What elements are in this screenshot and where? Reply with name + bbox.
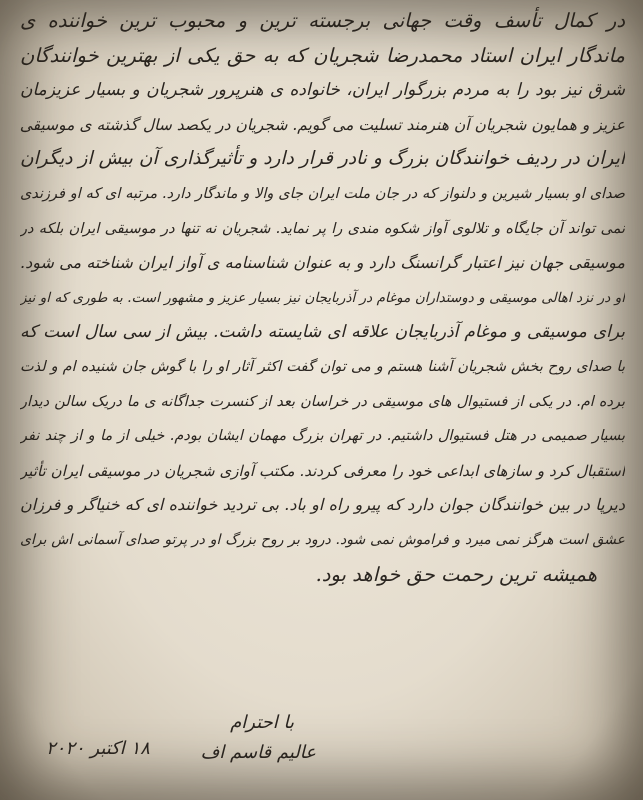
letter-line: او در نزد اهالی موسیقی و دوستداران موغام در آذربایجان نیز بسیار عزیز و مشهور است. به طوری که او نیز (20, 289, 625, 306)
letter-line: برده ام. در یکی از فستیوال های موسیقی در خراسان بعد از کنسرت جداگانه ی ما دریک سالن دیدار (20, 393, 625, 410)
letter-line: برای موسیقی و موغام آذربایجان علاقه ای شایسته داشت. بیش از سی سال است که (20, 322, 625, 343)
letter-line: موسیقی جهان نیز اعتبار گرانسنگ دارد و به عنوان شناسنامه ی آواز ایران شناخته می شود. (20, 253, 625, 273)
signature-closing: با احترام (230, 712, 294, 733)
letter-line: صدای او بسیار شیرین و دلنواز که در جان ملت ایران جای والا و ماندگار دارد. مرتبه ای که او فرزندی (20, 185, 625, 202)
letter-line: نمی تواند آن جایگاه و تلالوی آواز شکوه مندی را پر نماید. شجریان نه تنها در موسیقی ایران بلکه در (20, 220, 625, 237)
letter-line: شرق نیز بود را به مردم بزرگوار ایران، خانواده ی هنرپرور شجریان و بسیار عزیزمان (20, 80, 625, 101)
letter-line: ایران در ردیف خوانندگان بزرگ و نادر قرار دارد و تأثیرگذاری آن بیش از دیگران (20, 148, 625, 170)
letter-line: با صدای روح بخش شجریان آشنا هستم و می توان گفت اکثر آثار او را با گوش جان شنیده ام و لذت (20, 358, 625, 375)
letter-line: بسیار صمیمی در هتل فستیوال داشتیم. در تهران بزرگ مهمان ایشان بودم. خیلی از ما و از چند نفر (20, 428, 625, 445)
letter-line: دیرپا در بین خوانندگان جوان دارد که پیرو راه او باد. بی تردید خواننده ای که خنیاگر و فرزان (20, 495, 625, 515)
letter-body (20, 4, 625, 694)
letter-line: در کمال تأسف وقت جهانی برجسته ترین و محبوب ترین خواننده ی (20, 9, 625, 32)
signature-name: عالیم قاسم اف (200, 742, 316, 763)
signature-date: ۱۸ اکتبر ۲۰۲۰ (46, 738, 150, 759)
letter-line: ماندگار ایران استاد محمدرضا شجریان که به حق یکی از بهترین خوانندگان (20, 43, 625, 67)
signature-block (46, 712, 316, 792)
letter-line: عزیز و همایون شجریان آن هنرمند تسلیت می گویم. شجریان در یکصد سال گذشته ی موسیقی (20, 115, 625, 134)
letter-line: استقبال کرد و سازهای ابداعی خود را معرفی کردند. مکتب آوازی شجریان در موسیقی ایران تأثیر (20, 461, 625, 480)
letter-line: عشق است هرگز نمی میرد و فراموش نمی شود. درود بر روح بزرگ او در پرتو صدای آسمانی اش برای (20, 531, 625, 548)
letter-line: همیشه ترین رحمت حق خواهد بود. (315, 562, 597, 586)
